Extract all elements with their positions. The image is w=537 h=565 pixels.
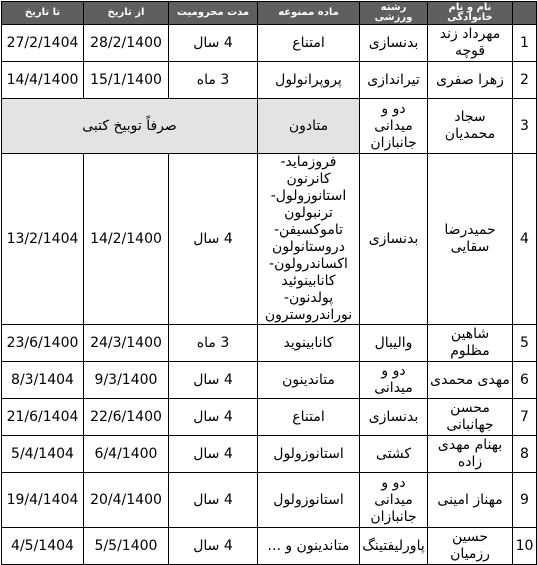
row-index: 4 bbox=[513, 154, 537, 325]
table-row bbox=[2, 473, 537, 528]
sport: بدنسازی bbox=[360, 399, 428, 436]
athlete-name: مهرداد زند قوچه bbox=[428, 25, 513, 62]
table-row bbox=[2, 362, 537, 399]
header-to-date: تا تاریخ bbox=[2, 2, 84, 25]
row-index: 8 bbox=[513, 436, 537, 473]
from-date: 5/5/1400 bbox=[84, 528, 169, 565]
from-date: 14/2/1400 bbox=[84, 154, 169, 325]
substance: متاندینون و ... bbox=[258, 528, 360, 565]
row-index: 5 bbox=[513, 325, 537, 362]
from-date: 15/1/1400 bbox=[84, 62, 169, 99]
substance: متادون bbox=[258, 99, 360, 154]
to-date: 19/4/1404 bbox=[2, 473, 84, 528]
table-row bbox=[2, 325, 537, 362]
suspension-duration: 4 سال bbox=[169, 528, 258, 565]
header-sport: رشته ورزشی bbox=[360, 2, 428, 25]
substance: امتناع bbox=[258, 399, 360, 436]
suspension-duration: 4 سال bbox=[169, 473, 258, 528]
sport: والیبال bbox=[360, 325, 428, 362]
substance: متاندینون bbox=[258, 362, 360, 399]
header-substance: ماده ممنوعه bbox=[258, 2, 360, 25]
header-from-date: از تاریخ bbox=[84, 2, 169, 25]
athlete-name: سجاد محمدیان bbox=[428, 99, 513, 154]
athlete-name: بهنام مهدی زاده bbox=[428, 436, 513, 473]
to-date: 21/6/1404 bbox=[2, 399, 84, 436]
header-name: نام و نام خانوادگی bbox=[428, 2, 513, 25]
sport: تیراندازی bbox=[360, 62, 428, 99]
sport: بدنسازی bbox=[360, 154, 428, 325]
row-index: 10 bbox=[513, 528, 537, 565]
sport: بدنسازی bbox=[360, 25, 428, 62]
from-date: 9/3/1400 bbox=[84, 362, 169, 399]
suspension-duration: 4 سال bbox=[169, 399, 258, 436]
substance: فروزماید-کانرنون استانوزولول-ترنبولون تاموکسیفن-دروستانولون اکساندرولون-کانابینوئید پولدنون-نوراندروسترون bbox=[258, 154, 360, 325]
row-index: 1 bbox=[513, 25, 537, 62]
athlete-name: شاهین مظلوم bbox=[428, 325, 513, 362]
substance: امتناع bbox=[258, 25, 360, 62]
suspension-duration: 4 سال bbox=[169, 25, 258, 62]
row-index: 9 bbox=[513, 473, 537, 528]
table-row bbox=[2, 436, 537, 473]
header-duration: مدت محرومیت bbox=[169, 2, 258, 25]
row-index: 3 bbox=[513, 99, 537, 154]
to-date: 5/4/1404 bbox=[2, 436, 84, 473]
row-index: 2 bbox=[513, 62, 537, 99]
athlete-name: محسن جهانبانی bbox=[428, 399, 513, 436]
table-row bbox=[2, 528, 537, 565]
sport: دو و میدانی bbox=[360, 362, 428, 399]
sanction-note: صرفاً توبیخ کتبی bbox=[2, 99, 258, 154]
suspension-duration: 4 سال bbox=[169, 154, 258, 325]
athlete-name: زهرا صفری bbox=[428, 62, 513, 99]
to-date: 23/6/1400 bbox=[2, 325, 84, 362]
suspension-duration: 3 ماه bbox=[169, 62, 258, 99]
substance: کانابینوید bbox=[258, 325, 360, 362]
substance: استانوزولول bbox=[258, 473, 360, 528]
athlete-name: مهناز امینی bbox=[428, 473, 513, 528]
athlete-name: حسین رزمیان bbox=[428, 528, 513, 565]
from-date: 24/3/1400 bbox=[84, 325, 169, 362]
suspension-duration: 4 سال bbox=[169, 362, 258, 399]
athlete-name: حمیدرضا سقایی bbox=[428, 154, 513, 325]
header-row bbox=[2, 2, 537, 25]
from-date: 28/2/1400 bbox=[84, 25, 169, 62]
table-row bbox=[2, 25, 537, 62]
to-date: 13/2/1404 bbox=[2, 154, 84, 325]
suspension-duration: 3 ماه bbox=[169, 325, 258, 362]
table-row bbox=[2, 399, 537, 436]
row-index: 6 bbox=[513, 362, 537, 399]
to-date: 27/2/1404 bbox=[2, 25, 84, 62]
from-date: 22/6/1400 bbox=[84, 399, 169, 436]
sport: کشتی bbox=[360, 436, 428, 473]
header-index bbox=[513, 2, 537, 25]
to-date: 14/4/1400 bbox=[2, 62, 84, 99]
table-row bbox=[2, 99, 537, 154]
athlete-name: مهدی محمدی bbox=[428, 362, 513, 399]
sport: دو و میدانی جانبازان bbox=[360, 473, 428, 528]
sport: دو و میدانی جانبازان bbox=[360, 99, 428, 154]
suspension-duration: 4 سال bbox=[169, 436, 258, 473]
sport: پاورلیفتینگ bbox=[360, 528, 428, 565]
row-index: 7 bbox=[513, 399, 537, 436]
table-row bbox=[2, 62, 537, 99]
table-row bbox=[2, 154, 537, 325]
to-date: 8/3/1404 bbox=[2, 362, 84, 399]
substance: پروپرانولول bbox=[258, 62, 360, 99]
from-date: 6/4/1400 bbox=[84, 436, 169, 473]
doping-suspensions-table bbox=[1, 1, 537, 565]
substance: استانوزولول bbox=[258, 436, 360, 473]
to-date: 4/5/1404 bbox=[2, 528, 84, 565]
from-date: 20/4/1400 bbox=[84, 473, 169, 528]
